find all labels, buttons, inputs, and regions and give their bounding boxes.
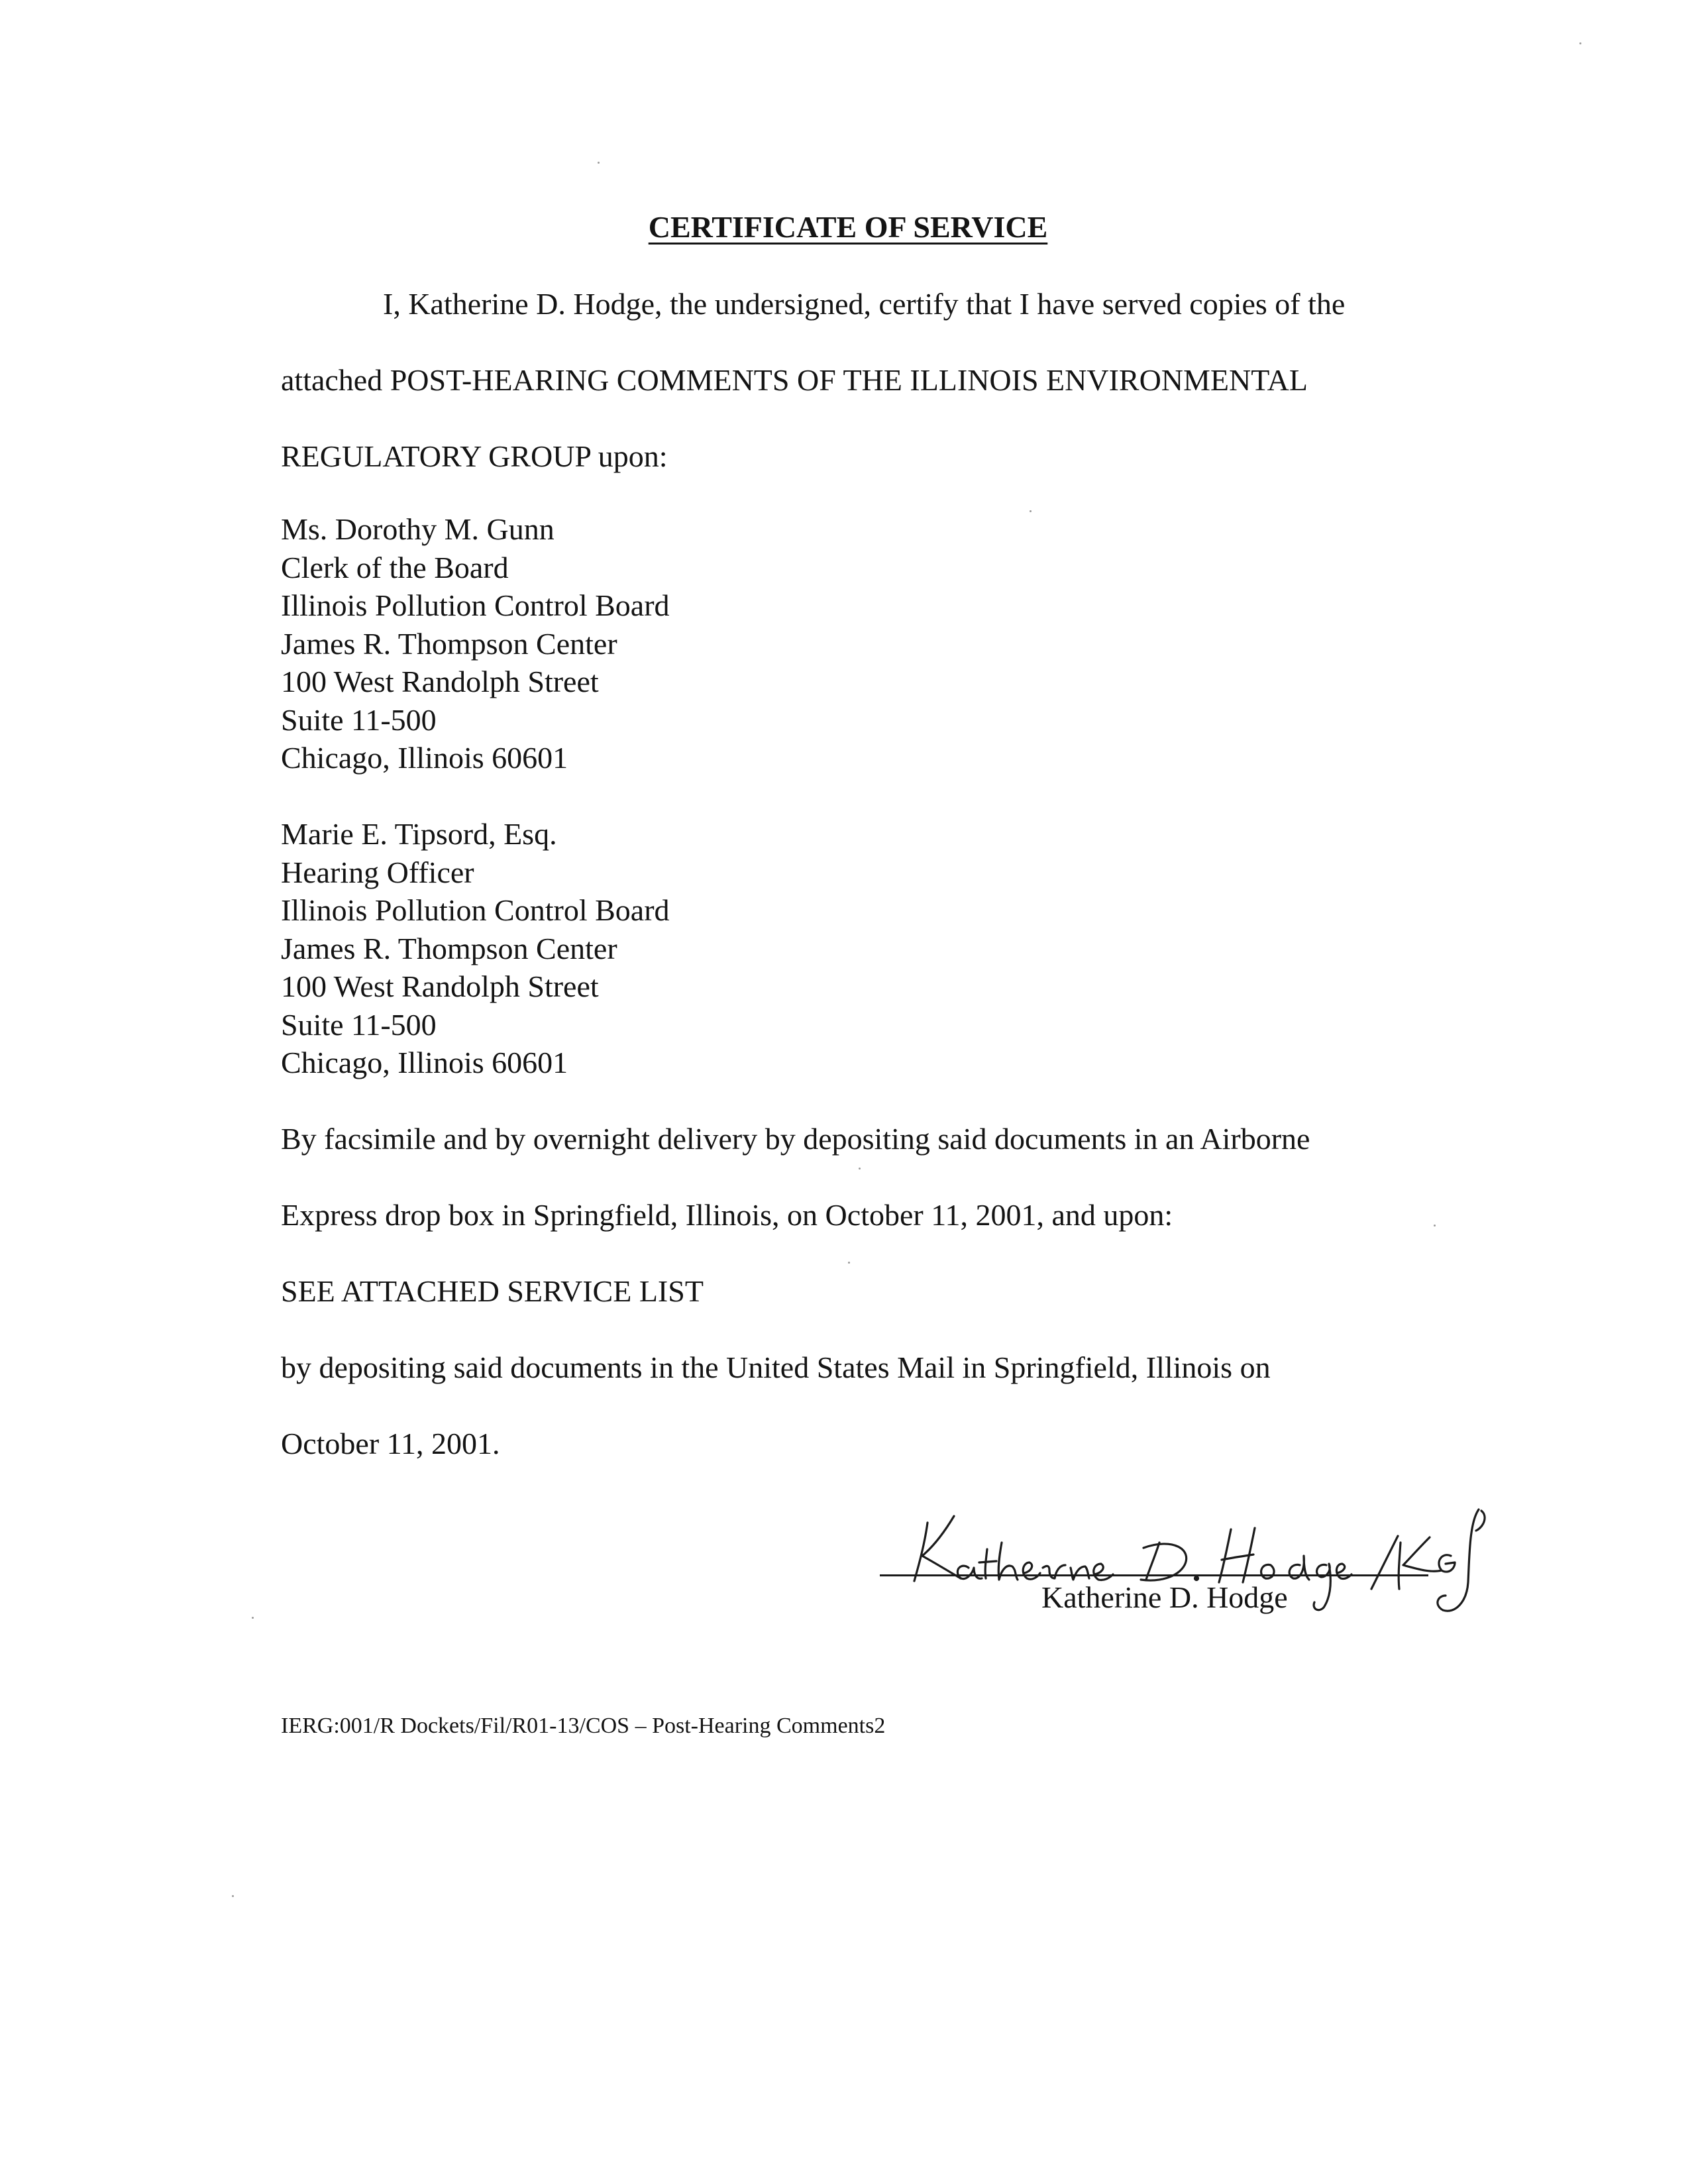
address-line: Marie E. Tipsord, Esq.: [281, 817, 557, 851]
delivery-line-2: Express drop box in Springfield, Illinois, on October 11, 2001, and upon:: [281, 1198, 1173, 1232]
document-reference-footer: IERG:001/R Dockets/Fil/R01-13/COS – Post-Hearing Comments2: [281, 1714, 886, 1738]
address-line: James R. Thompson Center: [281, 931, 617, 965]
address-line: 100 West Randolph Street: [281, 969, 599, 1003]
delivery-line-3: by depositing said documents in the United States Mail in Springfield, Illinois on: [281, 1350, 1271, 1384]
address-line: 100 West Randolph Street: [281, 665, 599, 698]
address-line: Hearing Officer: [281, 855, 474, 889]
delivery-line-4: October 11, 2001.: [281, 1427, 500, 1460]
address-line: Suite 11-500: [281, 1007, 437, 1042]
delivery-line-1: By facsimile and by overnight delivery by depositing said documents in an Airborne: [281, 1122, 1310, 1156]
scan-speck: [1579, 42, 1581, 44]
paragraph-line-2: attached POST-HEARING COMMENTS OF THE ILLINOIS ENVIRONMENTAL: [281, 363, 1308, 397]
address-line: Illinois Pollution Control Board: [281, 893, 670, 927]
scan-speck: [1434, 1225, 1436, 1227]
scan-speck: [232, 1895, 234, 1897]
paragraph-line-1: I, Katherine D. Hodge, the undersigned, certify that I have served copies of the: [383, 287, 1346, 321]
signer-printed-name: Katherine D. Hodge: [1041, 1580, 1288, 1614]
recipient-address-1: [281, 510, 670, 777]
address-line: Illinois Pollution Control Board: [281, 588, 670, 622]
signature-line: [880, 1574, 1428, 1576]
paragraph-line-3: REGULATORY GROUP upon:: [281, 439, 668, 473]
scan-speck: [859, 1168, 861, 1170]
address-line: Clerk of the Board: [281, 550, 509, 584]
scan-speck: [848, 1262, 850, 1264]
scan-speck: [252, 1617, 254, 1619]
service-list-notice: SEE ATTACHED SERVICE LIST: [281, 1274, 704, 1308]
recipient-address-2: [281, 815, 670, 1082]
address-line: Ms. Dorothy M. Gunn: [281, 512, 555, 546]
address-line: Chicago, Illinois 60601: [281, 1046, 568, 1079]
scan-speck: [1030, 510, 1032, 512]
address-line: James R. Thompson Center: [281, 626, 617, 661]
address-line: Suite 11-500: [281, 702, 437, 737]
document-title: CERTIFICATE OF SERVICE: [648, 210, 1048, 244]
address-line: Chicago, Illinois 60601: [281, 741, 568, 775]
scan-speck: [598, 162, 600, 164]
